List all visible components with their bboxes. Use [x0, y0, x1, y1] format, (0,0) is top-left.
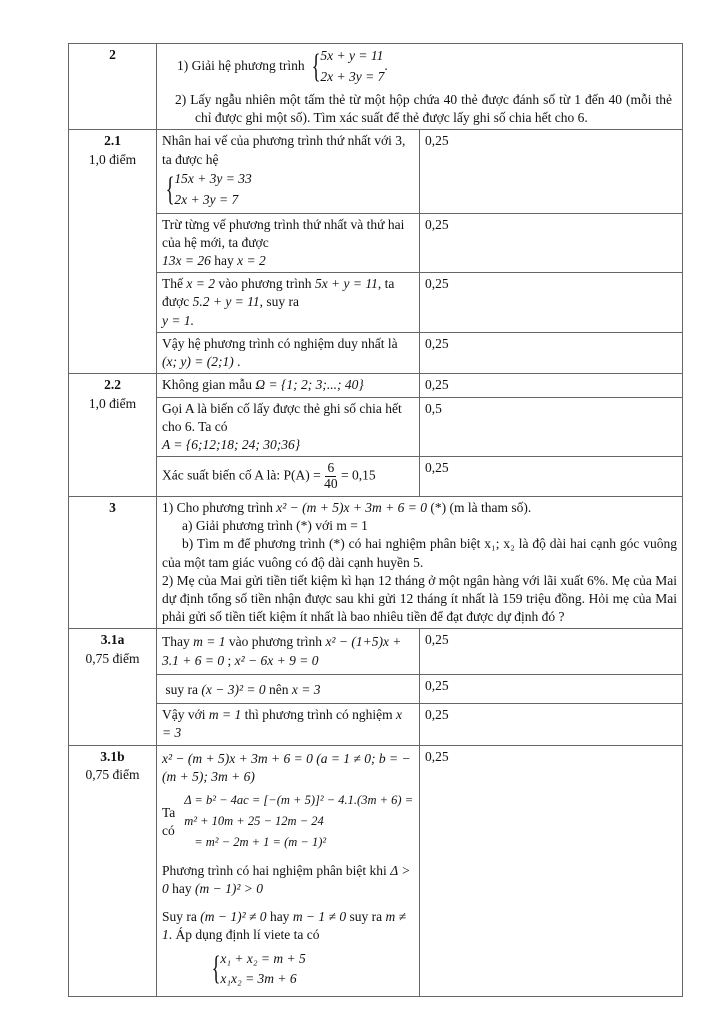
- answer-row: [69, 629, 683, 674]
- section-label: 3.1a 0,75 điểm: [69, 629, 157, 745]
- score: 0,25: [420, 674, 683, 703]
- viete-system: { x₁ + x₂ = m + 5 x₁x₂ = 3m + 6: [211, 950, 306, 988]
- answer-table: [68, 43, 683, 997]
- q2-part2-text: 2) Lấy ngẫu nhiên một tấm thẻ từ một hộp chứa 40 thẻ được đánh số từ 1 đến 40 (mỗi thẻ chỉ được ghi một số). Tìm xác suất để thẻ được lấy ghi số chia hết cho 6.: [175, 91, 672, 126]
- answer-step: Nhân hai vế của phương trình thứ nhất với 3, ta được hệ { 15x + 3y = 33 2x + 3y = 7: [157, 130, 420, 213]
- answer-row: [69, 674, 683, 703]
- answer-row: [69, 745, 683, 997]
- score: 0,25: [420, 457, 683, 497]
- answer-step: Xác suất biến cố A là: P(A) = $\frac{6}{40}$ = 0,15: [157, 457, 420, 497]
- answer-step: x² − (m + 5)x + 3m + 6 = 0 (a = 1 ≠ 0; b = −(m + 5); 3m + 6) Ta có Δ = b² − 4ac = [−(m + 5)]² − 4.1.(3m + 6) = m² + 10m + 25 − 12m − 24 = m² − 2m + 1 = (m − 1)² Phương trình có hai nghiệm phân biệt khi Δ > 0 hay (m − 1)² > 0 Suy ra (m − 1)² ≠ 0 hay m − 1 ≠ 0 suy ra m ≠ 1. Áp dụng định lí viete ta có { x₁ + x₂ = m + 5 x₁x₂ = 3m + 6: [157, 745, 420, 997]
- answer-row: [69, 457, 683, 497]
- fraction: $\frac{6}{40}$: [324, 460, 338, 492]
- answer-step: Thế x = 2 vào phương trình 5x + y = 11, ta được 5.2 + y = 11, suy ra y = 1.: [157, 273, 420, 333]
- answer-step: Trừ từng vế phương trình thứ nhất và thứ hai của hệ mới, ta được 13x = 26 hay x = 2: [157, 213, 420, 273]
- answer-row: [69, 374, 683, 397]
- answer-row: [69, 332, 683, 373]
- answer-row: [69, 213, 683, 273]
- question-3-content: 1) Cho phương trình x² − (m + 5)x + 3m + 6 = 0 (*) (m là tham số). a) Giải phương trình (*) với m = 1 b) Tìm m để phương trình (*) có hai nghiệm phân biệt x₁; x₂ là độ dài hai cạnh góc vuông của một tam giác vuông có độ dài cạnh huyền 5. 2) Mẹ của Mai gửi tiền tiết kiệm kì hạn 12 tháng ở một ngân hàng với lãi xuất 6%. Mẹ của Mai dự định tổng số tiền nhận được sau khi gửi 12 tháng ít nhất là 159 triệu đồng. Hỏi mẹ của Mai phải gửi số tiền tiết kiệm ít nhất là bao nhiêu tiền để đạt được dự định đó ?: [157, 496, 683, 629]
- section-label: 2.1 1,0 điểm: [69, 130, 157, 374]
- answer-step: Vậy với m = 1 thì phương trình có nghiệm x = 3: [157, 704, 420, 745]
- question-2-row: [69, 44, 683, 130]
- question-number: 2: [69, 44, 157, 130]
- system-3x: { 15x + 3y = 33 2x + 3y = 7: [165, 170, 252, 208]
- answer-step: Gọi A là biến cố lấy được thẻ ghi số chia hết cho 6. Ta có A = {6;12;18; 24; 30;36}: [157, 397, 420, 457]
- section-label: 2.2 1,0 điểm: [69, 374, 157, 497]
- question-number: 3: [69, 496, 157, 629]
- score: 0,25: [420, 374, 683, 397]
- score: 0,25: [420, 332, 683, 373]
- score: 0,25: [420, 130, 683, 213]
- answer-step: Vậy hệ phương trình có nghiệm duy nhất là (x; y) = (2;1) .: [157, 332, 420, 373]
- answer-row: [69, 704, 683, 745]
- answer-step: Không gian mẫu Ω = {1; 2; 3;...; 40}: [157, 374, 420, 397]
- answer-row: [69, 273, 683, 333]
- q2-eq1: 5x + y = 11: [320, 48, 384, 63]
- answer-step: Thay m = 1 vào phương trình x² − (1+5)x + 3.1 + 6 = 0 ; x² − 6x + 9 = 0: [157, 629, 420, 674]
- q2-system: { 5x + y = 11 2x + 3y = 7: [308, 46, 384, 88]
- q2-eq2: 2x + 3y = 7: [320, 68, 385, 84]
- score: 0,5: [420, 397, 683, 457]
- score: 0,25: [420, 213, 683, 273]
- question-2-content: 1) Giải hệ phương trình { 5x + y = 11 2x + 3y = 7 . 2) Lấy ngẫu nhiên một tấm thẻ từ một hộp chứa 40 thẻ được đánh số từ 1 đến 40 (mỗi thẻ chỉ được ghi một số). Tìm xác suất để thẻ được lấy ghi số chia hết cho 6.: [157, 44, 683, 130]
- answer-row: [69, 130, 683, 213]
- score: 0,25: [420, 273, 683, 333]
- score: 0,25: [420, 704, 683, 745]
- answer-row: [69, 397, 683, 457]
- question-3-row: [69, 496, 683, 629]
- answer-step: suy ra (x − 3)² = 0 nên x = 3: [157, 674, 420, 703]
- score: 0,25: [420, 745, 683, 997]
- section-label: 3.1b 0,75 điểm: [69, 745, 157, 997]
- score: 0,25: [420, 629, 683, 674]
- q2-part1-text: 1) Giải hệ phương trình: [177, 58, 305, 74]
